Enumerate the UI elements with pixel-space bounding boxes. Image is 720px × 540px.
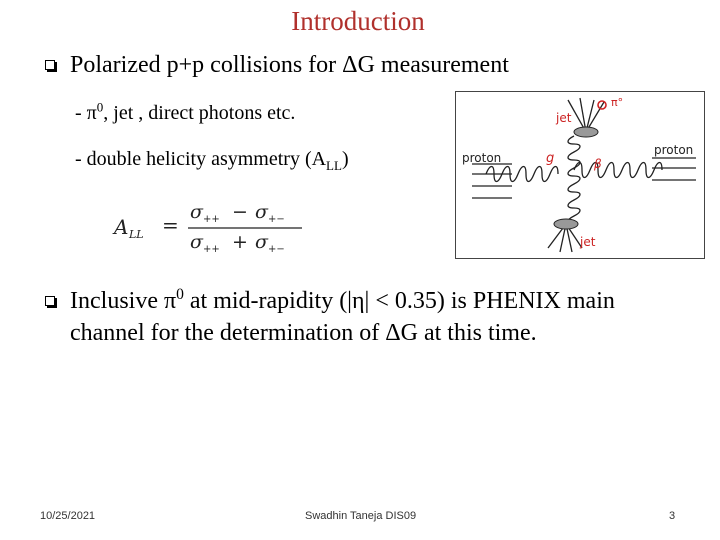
label-gluon: g — [546, 151, 555, 166]
label-proton-right: proton — [654, 143, 694, 157]
formula-den-sigma-b: σ — [255, 231, 268, 253]
bullet-2-line-1-b: at mid-rapidity (|η| < 0.35) is PHENIX main — [183, 288, 615, 314]
vertical-gluon-coil — [568, 136, 580, 224]
bullet-1-pre: Polarized p+p collisions for — [70, 52, 343, 78]
collision-diagram-svg — [456, 92, 704, 258]
formula-num-sub-a: ++ — [203, 214, 220, 225]
top-jet-blob — [574, 127, 598, 137]
footer-author: Swadhin Taneja DIS09 — [305, 510, 417, 522]
sub-bullet-1-b: , jet , direct photons etc. — [103, 102, 296, 124]
formula-num-op: − — [232, 201, 248, 223]
sub-bullet-2-a: - double helicity asymmetry (A — [75, 148, 327, 170]
sub-bullet-1-a: - π — [75, 102, 97, 124]
bullet-2-line-2: channel for the determination of ΔG at this time. — [70, 320, 537, 346]
footer-page-number: 3 — [669, 510, 676, 522]
sub-bullet-1 — [75, 100, 295, 126]
sub-bullet-2-b: ) — [341, 148, 349, 170]
bottom-jet-blob — [554, 219, 578, 229]
bullet-icon — [45, 296, 55, 306]
formula-lhs: A — [114, 215, 129, 239]
formula-num-sigma-a: σ — [190, 201, 203, 223]
collision-diagram — [455, 91, 705, 259]
bullet-1-post: G measurement — [357, 52, 509, 78]
label-quark: β — [594, 157, 602, 171]
formula-equals: = — [162, 213, 179, 237]
sub-bullet-1-sup: 0 — [96, 99, 104, 115]
asymmetry-formula — [110, 196, 320, 256]
footer-date: 10/25/2021 — [40, 510, 96, 522]
right-gluon-coil — [574, 163, 662, 178]
sub-bullet-2 — [75, 146, 349, 172]
formula-den-op: + — [232, 231, 248, 253]
bullet-2-line-1-sup: 0 — [176, 286, 184, 303]
formula-num-sub-b: +− — [268, 214, 285, 225]
bullet-1-delta: Δ — [342, 52, 358, 78]
bullet-1-text — [70, 48, 509, 82]
bullet-2-line-1-a: Inclusive π — [70, 288, 177, 314]
slide-title: Introduction — [291, 6, 425, 36]
formula-den-sigma-a: σ — [190, 231, 203, 253]
label-proton-left: proton — [462, 151, 502, 165]
bullet-2-line-1 — [70, 284, 615, 318]
bullet-icon — [45, 60, 55, 70]
label-jet-top: jet — [556, 111, 572, 125]
sub-bullet-2-sub: LL — [326, 158, 342, 173]
formula-den-sub-a: ++ — [203, 244, 220, 255]
label-pi0: π° — [611, 96, 624, 109]
label-jet-bottom: jet — [580, 235, 596, 249]
formula-num-sigma-b: σ — [255, 201, 268, 223]
formula-den-sub-b: +− — [268, 244, 285, 255]
formula-lhs-sub: LL — [129, 228, 144, 241]
